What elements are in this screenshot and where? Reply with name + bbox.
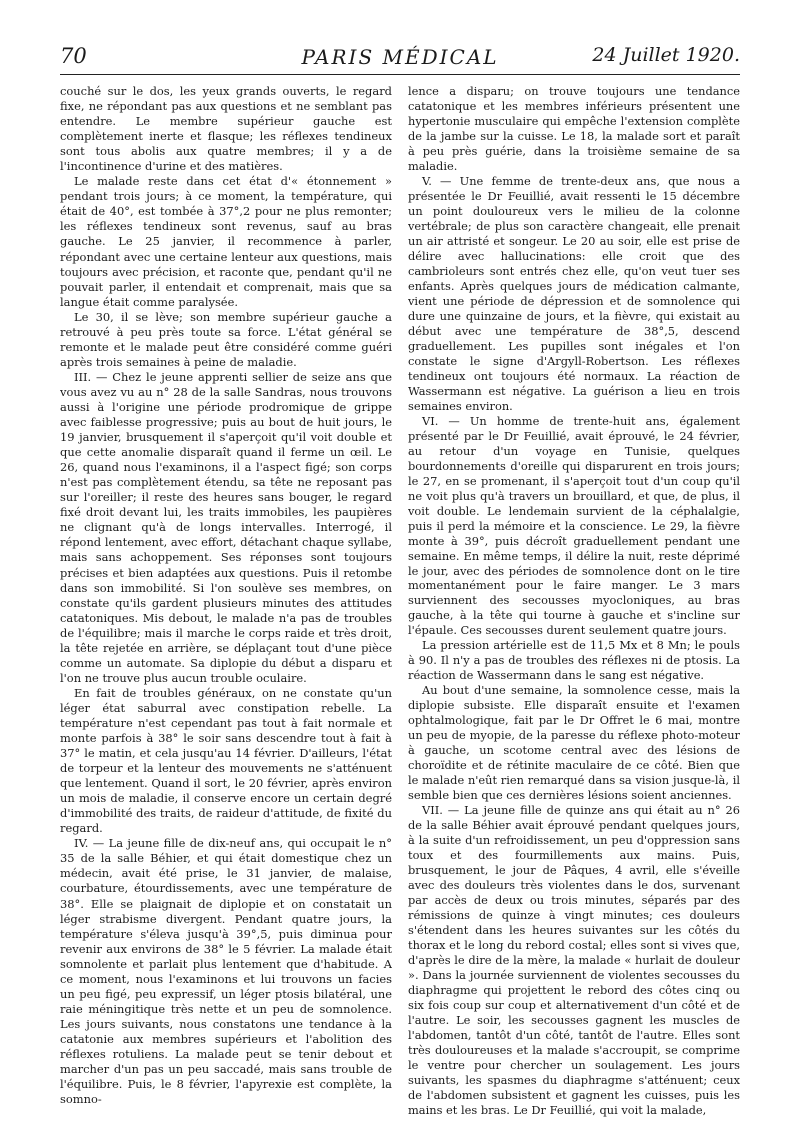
left-column [60, 84, 392, 1124]
paragraph: VII. — La jeune fille de quinze ans qui était au n° 26 de la salle Béhier avait éprouvé pendant quelques jours, à la suite d'un refroidissement, un peu d'oppression sans toux et des fourmillements aux mains. Puis, brusquement, le jour de Pâques, 4 avril, elle s'éveille avec des douleurs très violentes dans le dos, survenant par accès de deux ou trois minutes, séparés par des rémissions de quinze à vingt minutes; ces douleurs s'étendent dans les heures suivantes sur les côtés du thorax et le long du rebord costal; elles sont si vives que, d'après le dire de la mère, la malade « hurlait de douleur ». Dans la journée surviennent de violentes secousses du diaphragme qui projettent le rebord des côtes cinq ou six fois coup sur coup et alternativement d'un côté et de l'autre. Le soir, les secousses gagnent les muscles de l'abdomen, tantôt d'un côté, tantôt de l'autre. Elles sont très douloureuses et la malade s'accroupit, se comprime le ventre pour chercher un soulagement. Les jours suivants, les spasmes du diaphragme s'atténuent; ceux de l'abdomen subsistent et gagnent les cuisses, puis les mains et les bras. Le Dr Feuillié, qui voit la malade, [408, 803, 740, 1117]
paragraph: En fait de troubles généraux, on ne constate qu'un léger état saburral avec constipation rebelle. La température n'est cependant pas tout à fait normale et monte parfois à 38° le soir sans descendre tout à fait à 37° le matin, et cela jusqu'au 14 février. D'ailleurs, l'état de torpeur et la lenteur des mouvements ne s'atténuent que lentement. Quand il sort, le 20 février, après environ un mois de maladie, il conserve encore un certain degré d'immobilité des traits, de raideur d'attitude, de fixité du regard. [60, 685, 392, 836]
header-rule [60, 74, 740, 75]
paragraph: lence a disparu; on trouve toujours une tendance catatonique et les membres inférieurs présentent une hypertonie musculaire qui empêche l'extension complète de la jambe sur la cuisse. Le 18, la malade sort et paraît à peu près guérie, dans la troisième semaine de sa maladie. [408, 84, 740, 173]
right-column [408, 84, 740, 1124]
paragraph: III. — Chez le jeune apprenti sellier de seize ans que vous avez vu au n° 28 de la salle Sandras, nous trouvons aussi à l'origine une période prodromique de grippe avec faiblesse progressive; puis au bout de huit jours, le 19 janvier, brusquement il s'aperçoit qu'il voit double et que cette anomalie disparaît quand il ferme un œil. Le 26, quand nous l'examinons, il a l'aspect figé; son corps n'est pas complètement étendu, sa tête ne reposant pas sur l'oreiller; il reste des heures sans bouger, le regard fixé droit devant lui, les traits immobiles, les paupières ne clignant qu'à de longs intervalles. Interrogé, il répond lentement, avec effort, détachant chaque syllabe, mais sans achoppement. Ses réponses sont toujours précises et bien adaptées aux questions. Puis il retombe dans son immobilité. Si l'on soulève ses membres, on constate qu'ils gardent plusieurs minutes des attitudes catatoniques. Mis debout, le malade n'a pas de troubles de l'équilibre; mais il marche le corps raide et très droit, la tête rejetée en arrière, se déplaçant tout d'une pièce comme un automate. Sa diplopie du début a disparu et l'on ne trouve plus aucun trouble oculaire. [60, 369, 392, 685]
page-number: 70 [60, 44, 87, 68]
paragraph: Le malade reste dans cet état d'« étonnement » pendant trois jours; à ce moment, la température, qui était de 40°, est tombée à 37°,2 pour ne plus remonter; les réflexes tendineux sont revenus, sauf au bras gauche. Le 25 janvier, il recommence à parler, répondant avec une certaine lenteur aux questions, mais toujours avec précision, et raconte que, pendant qu'il ne pouvait parler, il entendait et comprenait, mais que sa langue était comme paralysée. [60, 174, 392, 309]
paragraph: VI. — Un homme de trente-huit ans, également présenté par le Dr Feuillié, avait éprouvé, le 24 février, au retour d'un voyage en Tunisie, quelques bourdonnements d'oreille qui disparurent en trois jours; le 27, en se promenant, il s'aperçoit tout d'un coup qu'il ne voit plus qu'à travers un brouillard, et que, de plus, il voit double. Le lendemain survient de la céphalalgie, puis il perd la mémoire et la conscience. Le 29, la fièvre monte à 39°, puis décroît graduellement pendant une semaine. En même temps, il délire la nuit, reste déprimé le jour, avec des périodes de somnolence dont on le tire momentanément pour le faire manger. Le 3 mars surviennent des secousses myocloniques, au bras gauche, à la tête qui tourne à gauche et s'incline sur l'épaule. Ces secousses durent seulement quatre jours. [408, 413, 740, 638]
paragraph: La pression artérielle est de 11,5 Mx et 8 Mn; le pouls à 90. Il n'y a pas de troubles des réflexes ni de ptosis. La réaction de Wassermann dans le sang est négative. [408, 638, 740, 683]
paragraph: couché sur le dos, les yeux grands ouverts, le regard fixe, ne répondant pas aux questions et ne semblant pas entendre. Le membre supérieur gauche est complètement inerte et flasque; les réflexes tendineux sont tous abolis aux quatre membres; il y a de l'incontinence d'urine et des matières. [60, 84, 392, 174]
paragraph: Au bout d'une semaine, la somnolence cesse, mais la diplopie subsiste. Elle disparaît ensuite et l'examen ophtalmologique, fait par le Dr Offret le 6 mai, montre un peu de myopie, de la paresse du réflexe photo-moteur à gauche, un scotome central avec des lésions de choroïdite et de rétinite maculaire de ce côté. Bien que le malade n'eût rien remarqué dans sa vision jusque-là, il semble bien que ces dernières lésions soient anciennes. [408, 683, 740, 803]
page-header [60, 42, 740, 76]
issue-date: 24 Juillet 1920. [592, 44, 740, 66]
paragraph: Le 30, il se lève; son membre supérieur gauche a retrouvé à peu près toute sa force. L'état général se remonte et le malade peut être considéré comme guéri après trois semaines à peine de maladie. [60, 309, 392, 369]
paragraph: V. — Une femme de trente-deux ans, que nous a présentée le Dr Feuillié, avait ressenti le 15 décembre un point douloureux vers le milieu de la colonne vertébrale; de plus son caractère changeait, elle prenait un air attristé et songeur. Le 20 au soir, elle est prise de délire avec hallucinations: elle croit que des cambrioleurs sont entrés chez elle, qu'on veut tuer ses enfants. Après quelques jours de médication calmante, vient une période de dépression et de somnolence qui dure une quinzaine de jours, et la fièvre, qui existait au début avec une température de 38°,5, descend graduellement. Les pupilles sont inégales et l'on constate le signe d'Argyll-Robertson. Les réflexes tendineux ont toujours été normaux. La réaction de Wassermann est négative. La guérison a lieu en trois semaines environ. [408, 173, 740, 413]
paragraph: IV. — La jeune fille de dix-neuf ans, qui occupait le n° 35 de la salle Béhier, et qui était domestique chez un médecin, avait été prise, le 31 janvier, de malaise, courbature, étourdissements, avec une température de 38°. Elle se plaignait de diplopie et on constatait un léger strabisme divergent. Pendant quatre jours, la température s'éleva jusqu'à 39°,5, puis diminua pour revenir aux environs de 38° le 5 février. La malade était somnolente et parlait plus lentement que d'habitude. A ce moment, nous l'examinons et lui trouvons un facies un peu figé, peu expressif, un léger ptosis bilatéral, une raie méningitique très nette et un peu de somnolence. Les jours suivants, nous constatons une tendance à la catatonie aux membres supérieurs et l'abolition des réflexes rotuliens. La malade peut se tenir debout et marcher d'un pas un peu saccadé, mais sans trouble de l'équilibre. Puis, le 8 février, l'apyrexie est complète, la somno- [60, 836, 392, 1107]
journal-title: PARIS MÉDICAL [301, 45, 499, 69]
